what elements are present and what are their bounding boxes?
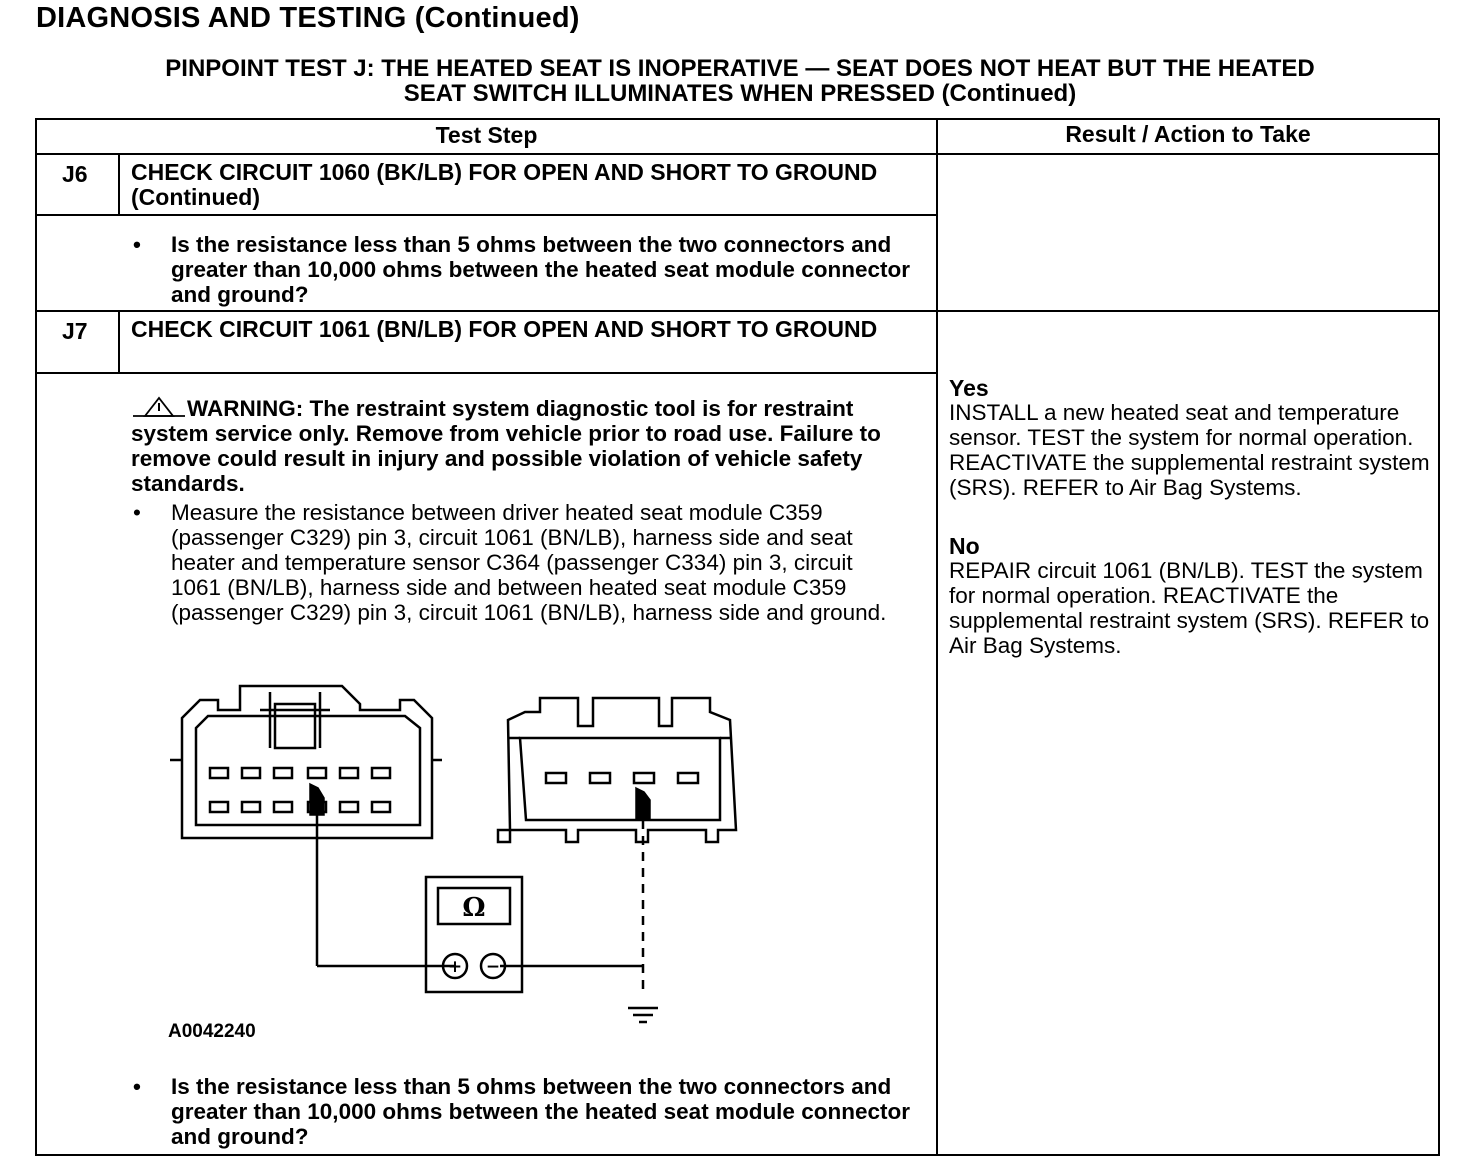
j6-question-text: Is the resistance less than 5 ohms between the two connectors and greater than 10,000 ohms between the heated seat module connector and ground? [171, 232, 910, 307]
table-border-top [35, 118, 1440, 120]
yes-label: Yes [949, 375, 989, 401]
connector-test-diagram [170, 680, 770, 1040]
j7-measure-text: Measure the resistance between driver heated seat module C359 (passenger C329) pin 3, circuit 1061 (BN/LB), harness side and seat heater and temperature sensor C364 (passenger C334) pin 3, circuit 1061 (BN/LB), harness side and between heated seat module C359 (passenger C329) pin 3, circuit 1061 (BN/LB), harness side and ground. [171, 500, 887, 625]
j7-id-divider [118, 311, 120, 373]
step-id-j7: J7 [62, 318, 88, 344]
table-border-left [35, 118, 37, 1156]
no-label: No [949, 533, 980, 559]
j7-measure-instruction [131, 500, 901, 625]
warning-block [131, 396, 921, 496]
meter-minus-terminal: − [485, 957, 501, 977]
j6-title-bottom [35, 214, 937, 216]
j7-question-text: Is the resistance less than 5 ohms between the two connectors and greater than 10,000 ohms between the heated seat module connector and ground? [171, 1074, 910, 1149]
warning-text: WARNING: The restraint system diagnostic tool is for restraint system service only. Remove from vehicle prior to road use. Failure to remove could result in injury and possible violation of vehicle safety standards. [131, 396, 881, 496]
table-border-header-bottom [35, 153, 1440, 155]
j7-results [949, 376, 1435, 658]
no-action-text: REPAIR circuit 1061 (BN/LB). TEST the system for normal operation. REACTIVATE the supplemental restraint system (SRS). REFER to Air Bag Systems. [949, 558, 1430, 658]
pinpoint-title-line-1: PINPOINT TEST J: THE HEATED SEAT IS INOPERATIVE — SEAT DOES NOT HEAT BUT THE HEATED [165, 55, 1315, 82]
j7-question [131, 1074, 921, 1149]
column-header-test-step: Test Step [435, 122, 538, 148]
heated-seat-module-connector [170, 686, 442, 838]
figure-id: A0042240 [168, 1021, 256, 1042]
column-header-result: Result / Action to Take [1065, 121, 1311, 147]
meter-plus-terminal: + [447, 957, 463, 977]
result-spacer [949, 500, 1435, 534]
ground-symbol-icon [628, 1008, 658, 1022]
bullet-icon: • [133, 232, 141, 257]
column-divider [936, 118, 938, 1156]
j6-row-bottom [35, 310, 1440, 312]
yes-action-text: INSTALL a new heated seat and temperature sensor. TEST the system for normal operation. REACTIVATE the supplemental restraint system (SRS). REFER to Air Bag Systems. [949, 400, 1430, 500]
table-border-bottom [35, 1154, 1440, 1156]
bullet-icon: • [133, 1074, 141, 1099]
seat-heater-sensor-connector [498, 698, 736, 842]
step-id-j6: J6 [62, 161, 88, 187]
j7-title-bottom [35, 372, 937, 374]
step-title-j7: CHECK CIRCUIT 1061 (BN/LB) FOR OPEN AND SHORT TO GROUND [131, 316, 878, 342]
pinpoint-test-title [40, 56, 1440, 106]
pinpoint-title-line-2: SEAT SWITCH ILLUMINATES WHEN PRESSED (Continued) [403, 80, 1077, 107]
table-border-right [1438, 118, 1440, 1156]
ohm-symbol-icon: Ω [462, 893, 486, 923]
warning-triangle-icon [131, 396, 187, 418]
page-title: DIAGNOSIS AND TESTING (Continued) [36, 2, 580, 34]
j6-question [131, 232, 921, 307]
bullet-icon: • [133, 500, 141, 525]
step-title-j6: CHECK CIRCUIT 1060 (BK/LB) FOR OPEN AND SHORT TO GROUND (Continued) [131, 159, 878, 210]
j6-id-divider [118, 153, 120, 215]
